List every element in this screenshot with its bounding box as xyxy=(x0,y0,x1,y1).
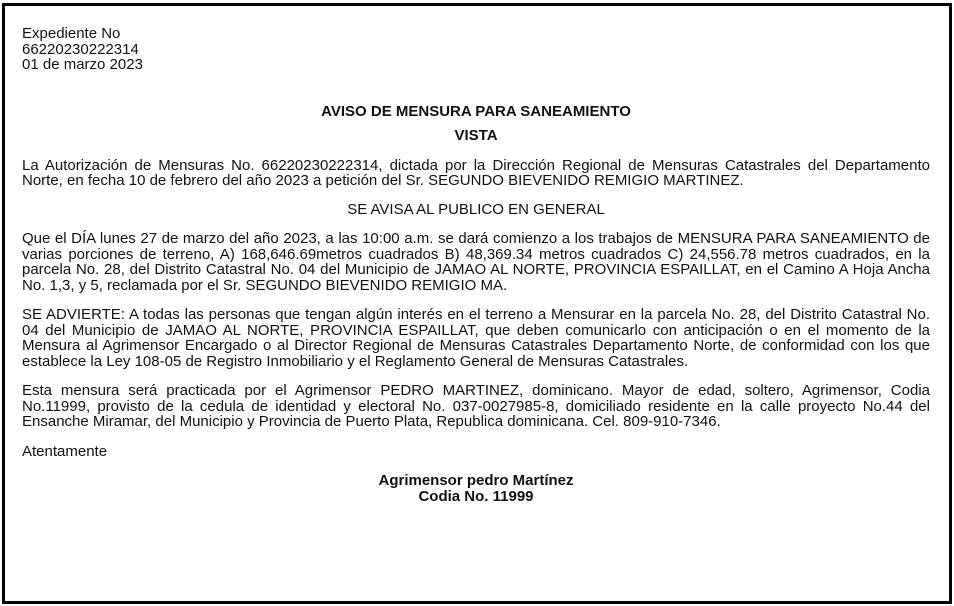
surveyor-paragraph: Esta mensura será practicada por el Agrimensor PEDRO MARTINEZ, dominicano. Mayor de edad, soltero, Agrimensor, Codia No.11999, provisto de la cedula de identidad y electoral No. 037-0027985-8, domiciliado residente en la calle proyecto No.44 del Ensanche Miramar, del Municipio y Provincia de Puerto Plata, Republica dominicana. Cel. 809-910-7346. xyxy=(22,382,930,430)
file-date: 01 de marzo 2023 xyxy=(22,56,143,73)
signature-block xyxy=(22,473,930,504)
file-label: Expediente No xyxy=(22,25,121,42)
notice-title: AVISO DE MENSURA PARA SANEAMIENTO xyxy=(321,102,631,120)
notice-subtitle: VISTA xyxy=(454,127,498,144)
signature-codia: Codia No. 11999 xyxy=(418,487,534,505)
file-header xyxy=(22,26,930,73)
public-notice-heading: SE AVISA AL PUBLICO EN GENERAL xyxy=(347,200,605,218)
authorization-paragraph: La Autorización de Mensuras No. 66220230222314, dictada por la Dirección Regional de Mensuras Catastrales del Departamento Norte, en fecha 10 de febrero del año 2023 a petición del Sr. SEGUNDO BIEVENIDO REMIGIO MARTINEZ. xyxy=(22,156,930,189)
file-number: 66220230222314 xyxy=(22,40,139,58)
warning-paragraph: SE ADVIERTE: A todas las personas que tengan algún interés en el terreno a Mensurar en la parcela No. 28, del Distrito Catastral No. 04 del Municipio de JAMAO AL NORTE, PROVINCIA ESPAILLAT, que deben comunicarlo con anticipación o en el momento de la Mensura al Agrimensor Encargado o al Director Regional de Mensuras Catastrales Departamento Norte, de conformidad con los que establece la Ley 108-05 de Registro Inmobiliario y el Reglamento General de Mensuras Catastrales. xyxy=(22,306,930,370)
closing-text: Atentamente xyxy=(22,442,108,460)
notice-frame xyxy=(2,3,952,604)
signature-name: Agrimensor pedro Martínez xyxy=(378,472,574,489)
notice-content xyxy=(22,26,930,504)
schedule-paragraph: Que el DÍA lunes 27 de marzo del año 2023, a las 10:00 a.m. se dará comienzo a los trabajos de MENSURA PARA SANEAMIENTO de varias porciones de terreno, A) 168,646.69metros cuadrados B) 48,369.34 metros cuadrados C) 24,556.78 metros cuadrados, en la parcela No. 28, del Distrito Catastral No. 04 del Municipio de JAMAO AL NORTE, PROVINCIA ESPAILLAT, en el Camino A Hoja Ancha No. 1,3, y 5, reclamada por el Sr. SEGUNDO BIEVENIDO REMIGIO MA. xyxy=(22,230,930,294)
